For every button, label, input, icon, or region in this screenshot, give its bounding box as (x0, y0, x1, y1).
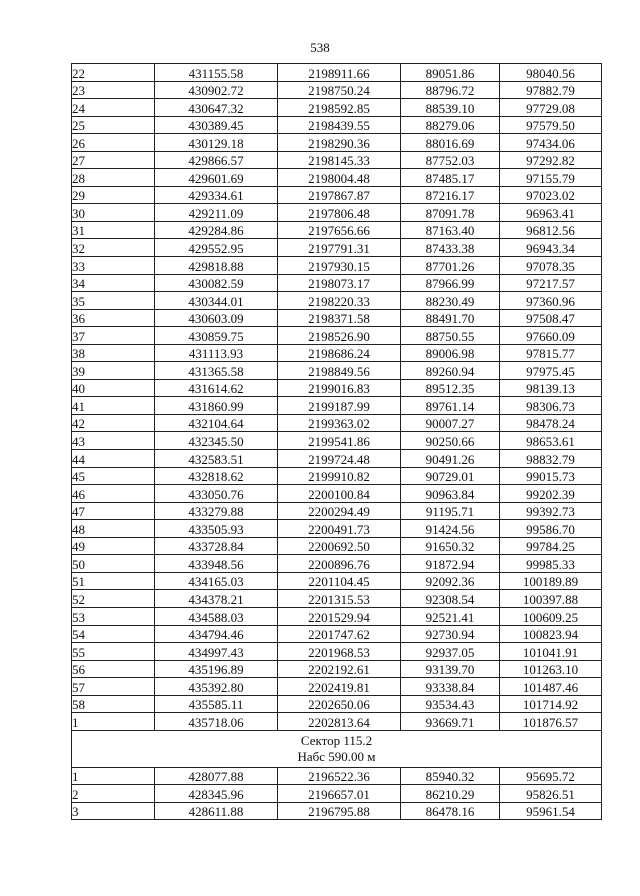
coord-y-cell: 2197930.15 (278, 257, 401, 275)
coord-local-x-cell: 87752.03 (401, 151, 500, 169)
table-row (72, 660, 602, 678)
coord-y-cell: 2198145.33 (278, 151, 401, 169)
coord-local-y-cell: 97882.79 (500, 81, 602, 99)
coord-local-y-cell: 100397.88 (500, 590, 602, 608)
coord-y-cell: 2196795.88 (278, 802, 401, 820)
coord-local-y-cell: 97815.77 (500, 344, 602, 362)
coord-y-cell: 2198911.66 (278, 64, 401, 82)
coord-y-cell: 2198750.24 (278, 81, 401, 99)
coord-local-x-cell: 87091.78 (401, 204, 500, 222)
coord-local-x-cell: 85940.32 (401, 767, 500, 785)
coord-x-cell: 429284.86 (155, 221, 278, 239)
coord-x-cell: 432104.64 (155, 414, 278, 432)
coord-local-y-cell: 97729.08 (500, 99, 602, 117)
coord-y-cell: 2197791.31 (278, 239, 401, 257)
coord-y-cell: 2202419.81 (278, 678, 401, 696)
table-row (72, 590, 602, 608)
coord-local-y-cell: 99202.39 (500, 485, 602, 503)
table-row (72, 379, 602, 397)
coord-x-cell: 433279.88 (155, 502, 278, 520)
coord-x-cell: 433728.84 (155, 537, 278, 555)
coord-x-cell: 430859.75 (155, 327, 278, 345)
point-number-cell: 32 (72, 239, 155, 257)
coord-local-x-cell: 88279.06 (401, 116, 500, 134)
coord-y-cell: 2198686.24 (278, 344, 401, 362)
coord-local-x-cell: 87485.17 (401, 169, 500, 187)
point-number-cell: 58 (72, 695, 155, 713)
coord-local-y-cell: 97023.02 (500, 186, 602, 204)
table-row (72, 537, 602, 555)
coord-y-cell: 2201747.62 (278, 625, 401, 643)
coord-local-x-cell: 89761.14 (401, 397, 500, 415)
sector-header-cell (72, 730, 602, 767)
point-number-cell: 57 (72, 678, 155, 696)
coord-y-cell: 2201529.94 (278, 607, 401, 625)
table-row (72, 186, 602, 204)
coord-y-cell: 2196522.36 (278, 767, 401, 785)
coord-y-cell: 2198439.55 (278, 116, 401, 134)
coord-y-cell: 2200692.50 (278, 537, 401, 555)
coord-local-y-cell: 97660.09 (500, 327, 602, 345)
coord-y-cell: 2199724.48 (278, 450, 401, 468)
coord-local-y-cell: 99586.70 (500, 520, 602, 538)
table-row (72, 572, 602, 590)
point-number-cell: 50 (72, 555, 155, 573)
point-number-cell: 44 (72, 450, 155, 468)
table-row (72, 309, 602, 327)
point-number-cell: 47 (72, 502, 155, 520)
coord-local-x-cell: 91195.71 (401, 502, 500, 520)
coord-y-cell: 2199187.99 (278, 397, 401, 415)
table-row (72, 555, 602, 573)
coord-local-x-cell: 89006.98 (401, 344, 500, 362)
table-row (72, 502, 602, 520)
point-number-cell: 31 (72, 221, 155, 239)
point-number-cell: 33 (72, 257, 155, 275)
coord-y-cell: 2200491.73 (278, 520, 401, 538)
table-row (72, 520, 602, 538)
point-number-cell: 25 (72, 116, 155, 134)
coord-x-cell: 432345.50 (155, 432, 278, 450)
sector-header-section (72, 730, 602, 767)
coord-local-y-cell: 95826.51 (500, 785, 602, 803)
point-number-cell: 28 (72, 169, 155, 187)
coord-local-x-cell: 91424.56 (401, 520, 500, 538)
coord-x-cell: 435718.06 (155, 713, 278, 731)
coord-local-x-cell: 93669.71 (401, 713, 500, 731)
table-row (72, 397, 602, 415)
coord-x-cell: 428077.88 (155, 767, 278, 785)
point-number-cell: 48 (72, 520, 155, 538)
coord-local-x-cell: 88539.10 (401, 99, 500, 117)
coord-local-x-cell: 87433.38 (401, 239, 500, 257)
coord-local-y-cell: 97155.79 (500, 169, 602, 187)
coord-x-cell: 431860.99 (155, 397, 278, 415)
page-number: 538 (310, 40, 330, 55)
coord-x-cell: 430344.01 (155, 292, 278, 310)
coord-local-y-cell: 97078.35 (500, 257, 602, 275)
point-number-cell: 54 (72, 625, 155, 643)
table-row (72, 450, 602, 468)
coord-local-y-cell: 101263.10 (500, 660, 602, 678)
point-number-cell: 24 (72, 99, 155, 117)
point-number-cell: 37 (72, 327, 155, 345)
table-row (72, 432, 602, 450)
point-number-cell: 3 (72, 802, 155, 820)
point-number-cell: 55 (72, 643, 155, 661)
table-row (72, 292, 602, 310)
coord-y-cell: 2202650.06 (278, 695, 401, 713)
coord-y-cell: 2201315.53 (278, 590, 401, 608)
coord-y-cell: 2197867.87 (278, 186, 401, 204)
table-row (72, 643, 602, 661)
coord-y-cell: 2201968.53 (278, 643, 401, 661)
point-number-cell: 1 (72, 713, 155, 731)
table-row (72, 116, 602, 134)
coord-local-x-cell: 92730.94 (401, 625, 500, 643)
coord-local-y-cell: 99392.73 (500, 502, 602, 520)
coord-local-y-cell: 95961.54 (500, 802, 602, 820)
coord-local-x-cell: 90963.84 (401, 485, 500, 503)
coord-local-y-cell: 96812.56 (500, 221, 602, 239)
coord-local-y-cell: 98653.61 (500, 432, 602, 450)
coordinates-table (71, 63, 602, 820)
table-row (72, 169, 602, 187)
table-row (72, 467, 602, 485)
coord-local-x-cell: 87966.99 (401, 274, 500, 292)
coord-local-y-cell: 96963.41 (500, 204, 602, 222)
coord-local-y-cell: 96943.34 (500, 239, 602, 257)
point-number-cell: 26 (72, 134, 155, 152)
point-number-cell: 45 (72, 467, 155, 485)
coord-y-cell: 2199541.86 (278, 432, 401, 450)
coord-y-cell: 2198592.85 (278, 99, 401, 117)
coord-local-y-cell: 99015.73 (500, 467, 602, 485)
coord-local-x-cell: 90250.66 (401, 432, 500, 450)
coord-x-cell: 430902.72 (155, 81, 278, 99)
point-number-cell: 46 (72, 485, 155, 503)
coord-y-cell: 2196657.01 (278, 785, 401, 803)
point-number-cell: 53 (72, 607, 155, 625)
table-row (72, 678, 602, 696)
table-row (72, 81, 602, 99)
coord-local-y-cell: 100609.25 (500, 607, 602, 625)
coord-local-x-cell: 90729.01 (401, 467, 500, 485)
coord-local-y-cell: 98478.24 (500, 414, 602, 432)
coord-local-x-cell: 86210.29 (401, 785, 500, 803)
coord-local-x-cell: 87216.17 (401, 186, 500, 204)
coord-local-x-cell: 92092.36 (401, 572, 500, 590)
point-number-cell: 38 (72, 344, 155, 362)
coord-x-cell: 434997.43 (155, 643, 278, 661)
coord-x-cell: 432818.62 (155, 467, 278, 485)
coord-x-cell: 433505.93 (155, 520, 278, 538)
coord-x-cell: 433948.56 (155, 555, 278, 573)
coord-x-cell: 430389.45 (155, 116, 278, 134)
coord-y-cell: 2198371.58 (278, 309, 401, 327)
coord-local-x-cell: 93139.70 (401, 660, 500, 678)
coord-local-y-cell: 97975.45 (500, 362, 602, 380)
coord-y-cell: 2199910.82 (278, 467, 401, 485)
coord-x-cell: 430129.18 (155, 134, 278, 152)
coord-y-cell: 2198290.36 (278, 134, 401, 152)
point-number-cell: 49 (72, 537, 155, 555)
coord-local-x-cell: 86478.16 (401, 802, 500, 820)
coord-x-cell: 434588.03 (155, 607, 278, 625)
table-row (72, 767, 602, 785)
point-number-cell: 1 (72, 767, 155, 785)
table-row (72, 695, 602, 713)
table-row (72, 802, 602, 820)
table-row (72, 362, 602, 380)
coord-local-y-cell: 97360.96 (500, 292, 602, 310)
table-row (72, 134, 602, 152)
point-number-cell: 30 (72, 204, 155, 222)
table-row (72, 785, 602, 803)
coord-local-y-cell: 95695.72 (500, 767, 602, 785)
coord-y-cell: 2198220.33 (278, 292, 401, 310)
coord-local-y-cell: 97217.57 (500, 274, 602, 292)
coord-y-cell: 2198849.56 (278, 362, 401, 380)
coord-x-cell: 431614.62 (155, 379, 278, 397)
coord-local-x-cell: 88796.72 (401, 81, 500, 99)
coord-y-cell: 2198526.90 (278, 327, 401, 345)
coord-local-x-cell: 91872.94 (401, 555, 500, 573)
coord-local-y-cell: 99985.33 (500, 555, 602, 573)
coord-y-cell: 2199016.83 (278, 379, 401, 397)
coord-local-y-cell: 99784.25 (500, 537, 602, 555)
coord-local-x-cell: 93338.84 (401, 678, 500, 696)
point-number-cell: 35 (72, 292, 155, 310)
coord-local-y-cell: 98139.13 (500, 379, 602, 397)
point-number-cell: 36 (72, 309, 155, 327)
coord-x-cell: 431113.93 (155, 344, 278, 362)
coord-local-y-cell: 97292.82 (500, 151, 602, 169)
coord-y-cell: 2199363.02 (278, 414, 401, 432)
point-number-cell: 23 (72, 81, 155, 99)
coord-local-x-cell: 87163.40 (401, 221, 500, 239)
coord-local-x-cell: 89051.86 (401, 64, 500, 82)
coord-y-cell: 2198004.48 (278, 169, 401, 187)
point-number-cell: 43 (72, 432, 155, 450)
coord-local-y-cell: 101041.91 (500, 643, 602, 661)
point-number-cell: 39 (72, 362, 155, 380)
coord-local-y-cell: 100189.89 (500, 572, 602, 590)
point-number-cell: 41 (72, 397, 155, 415)
coord-x-cell: 430082.59 (155, 274, 278, 292)
coord-y-cell: 2197806.48 (278, 204, 401, 222)
coord-x-cell: 429866.57 (155, 151, 278, 169)
coord-y-cell: 2200896.76 (278, 555, 401, 573)
table-row (72, 344, 602, 362)
point-number-cell: 34 (72, 274, 155, 292)
table-row (72, 99, 602, 117)
table-row (72, 221, 602, 239)
point-number-cell: 52 (72, 590, 155, 608)
coord-x-cell: 430603.09 (155, 309, 278, 327)
coord-x-cell: 434794.46 (155, 625, 278, 643)
coord-x-cell: 431155.58 (155, 64, 278, 82)
coord-local-x-cell: 92521.41 (401, 607, 500, 625)
coord-local-x-cell: 90491.26 (401, 450, 500, 468)
point-number-cell: 2 (72, 785, 155, 803)
coord-x-cell: 432583.51 (155, 450, 278, 468)
table-row (72, 713, 602, 731)
table-row (72, 485, 602, 503)
table-row (72, 257, 602, 275)
coord-local-x-cell: 87701.26 (401, 257, 500, 275)
coord-local-y-cell: 97508.47 (500, 309, 602, 327)
coord-x-cell: 429818.88 (155, 257, 278, 275)
coord-x-cell: 433050.76 (155, 485, 278, 503)
table-row (72, 327, 602, 345)
table-row (72, 204, 602, 222)
coord-local-x-cell: 91650.32 (401, 537, 500, 555)
coord-y-cell: 2197656.66 (278, 221, 401, 239)
coord-local-x-cell: 93534.43 (401, 695, 500, 713)
coord-x-cell: 428345.96 (155, 785, 278, 803)
coord-local-y-cell: 100823.94 (500, 625, 602, 643)
point-number-cell: 22 (72, 64, 155, 82)
coordinates-table-body-top (72, 64, 602, 731)
coord-y-cell: 2198073.17 (278, 274, 401, 292)
coord-local-x-cell: 88016.69 (401, 134, 500, 152)
coord-x-cell: 430647.32 (155, 99, 278, 117)
coord-local-x-cell: 92308.54 (401, 590, 500, 608)
coord-local-y-cell: 101876.57 (500, 713, 602, 731)
point-number-cell: 29 (72, 186, 155, 204)
point-number-cell: 40 (72, 379, 155, 397)
table-row (72, 625, 602, 643)
coord-x-cell: 435196.89 (155, 660, 278, 678)
coord-local-y-cell: 98040.56 (500, 64, 602, 82)
coord-x-cell: 435392.80 (155, 678, 278, 696)
table-row (72, 239, 602, 257)
table-row (72, 607, 602, 625)
coord-x-cell: 429334.61 (155, 186, 278, 204)
sector-title: Сектор 115.2 (300, 732, 373, 748)
coord-local-y-cell: 101714.92 (500, 695, 602, 713)
coord-x-cell: 429211.09 (155, 204, 278, 222)
table-row (72, 274, 602, 292)
coord-y-cell: 2202813.64 (278, 713, 401, 731)
coord-y-cell: 2200100.84 (278, 485, 401, 503)
coord-local-x-cell: 92937.05 (401, 643, 500, 661)
table-row (72, 64, 602, 82)
sector-header-row (72, 730, 602, 767)
coord-x-cell: 434165.03 (155, 572, 278, 590)
coord-local-y-cell: 98306.73 (500, 397, 602, 415)
coord-x-cell: 429601.69 (155, 169, 278, 187)
coord-local-x-cell: 88750.55 (401, 327, 500, 345)
coord-y-cell: 2202192.61 (278, 660, 401, 678)
coord-x-cell: 429552.95 (155, 239, 278, 257)
coord-x-cell: 428611.88 (155, 802, 278, 820)
sector-subtitle: Набс 590.00 м (297, 748, 376, 764)
coord-local-x-cell: 90007.27 (401, 414, 500, 432)
point-number-cell: 27 (72, 151, 155, 169)
coordinates-table-body-bottom (72, 767, 602, 820)
coord-local-x-cell: 88491.70 (401, 309, 500, 327)
coord-local-y-cell: 97579.50 (500, 116, 602, 134)
coord-x-cell: 434378.21 (155, 590, 278, 608)
coord-local-x-cell: 89512.35 (401, 379, 500, 397)
coord-local-y-cell: 97434.06 (500, 134, 602, 152)
point-number-cell: 51 (72, 572, 155, 590)
coord-y-cell: 2201104.45 (278, 572, 401, 590)
point-number-cell: 42 (72, 414, 155, 432)
table-row (72, 151, 602, 169)
coord-local-x-cell: 89260.94 (401, 362, 500, 380)
point-number-cell: 56 (72, 660, 155, 678)
coord-x-cell: 431365.58 (155, 362, 278, 380)
coord-local-y-cell: 98832.79 (500, 450, 602, 468)
table-row (72, 414, 602, 432)
coord-local-y-cell: 101487.46 (500, 678, 602, 696)
coord-x-cell: 435585.11 (155, 695, 278, 713)
coord-local-x-cell: 88230.49 (401, 292, 500, 310)
coord-y-cell: 2200294.49 (278, 502, 401, 520)
